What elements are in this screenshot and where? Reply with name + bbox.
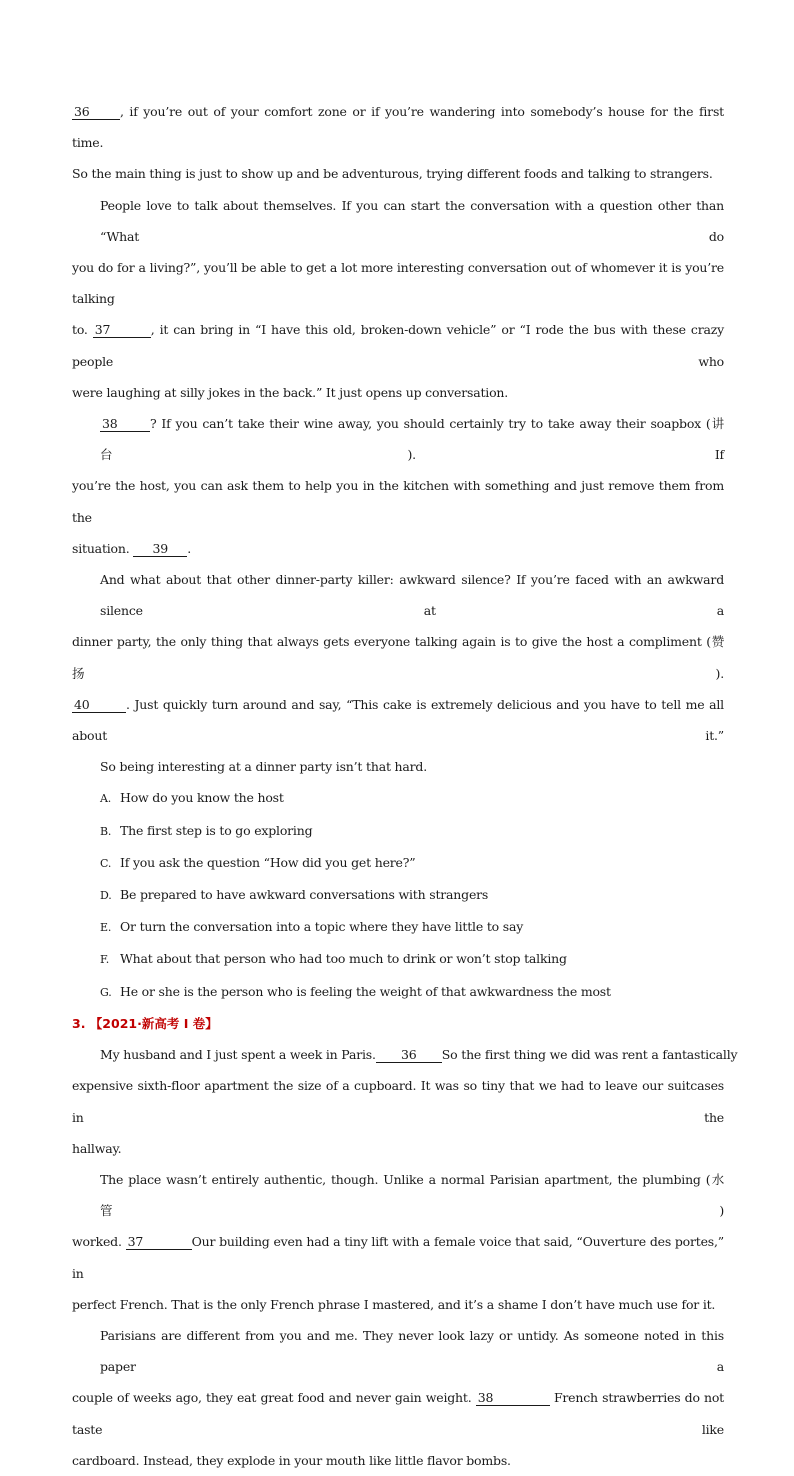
answer-blank-37[interactable]: 37 [93, 323, 151, 338]
paragraph-line: were laughing at silly jokes in the back.” It just opens up conversation. [72, 384, 509, 400]
paragraph-line: 38 ? If you can’t take their wine away, you should certainly try to take away their soapbox (讲台). If [100, 416, 724, 463]
option-item[interactable]: C. If you ask the question “How did you get here?” [100, 854, 416, 870]
answer-blank-40[interactable]: 40 [72, 698, 126, 713]
paragraph-line: situation. 39 . [72, 540, 192, 556]
paragraph-line: 36 , if you’re out of your comfort zone or if you’re wandering into somebody’s house for the first time. [72, 104, 724, 151]
paragraph-line: to. 37 , it can bring in “I have this old, broken-down vehicle” or “I rode the bus with these crazy people who [72, 322, 724, 369]
answer-blank-s3-38[interactable]: 38 [476, 1391, 550, 1406]
paragraph-line: dinner party, the only thing that always gets everyone talking again is to give the host a compliment (赞扬). [72, 634, 724, 681]
paragraph-line: The place wasn’t entirely authentic, though. Unlike a normal Parisian apartment, the plumbing (水 管) [100, 1171, 724, 1219]
paragraph-line: expensive sixth-floor apartment the size of a cupboard. It was so tiny that we had to leave our suitcases in the [72, 1078, 724, 1125]
paragraph-line: And what about that other dinner-party killer: awkward silence? If you’re faced with an awkward silence at a [100, 572, 724, 619]
paragraph-line: So the main thing is just to show up and be adventurous, trying different foods and talking to strangers. [72, 166, 713, 182]
answer-blank-39[interactable]: 39 [133, 542, 187, 557]
paragraph-line: People love to talk about themselves. If you can start the conversation with a question other than “What do [100, 197, 724, 244]
paragraph-line: you do for a living?”, you’ll be able to get a lot more interesting conversation out of whomever it is you’re talking [72, 260, 724, 307]
paragraph-line: perfect French. That is the only French phrase I mastered, and it’s a shame I don’t have much use for it. [72, 1296, 716, 1312]
answer-blank-36[interactable]: 36 [72, 105, 120, 120]
paragraph-line: So being interesting at a dinner party isn’t that hard. [100, 759, 428, 775]
paragraph-line: worked. 37 Our building even had a tiny lift with a female voice that said, “Ouverture des portes,” in [72, 1234, 724, 1281]
paragraph-line: couple of weeks ago, they eat great food and never gain weight. 38 French strawberries do not taste like [72, 1390, 724, 1437]
option-item[interactable]: B. The first step is to go exploring [100, 822, 313, 838]
paragraph-line: cardboard. Instead, they explode in your mouth like little flavor bombs. [72, 1452, 511, 1468]
answer-blank-s3-37[interactable]: 37 [126, 1235, 192, 1250]
answer-blank-s3-36[interactable]: 36 [376, 1048, 442, 1063]
paragraph-line: My husband and I just spent a week in Paris. 36 So the first thing we did was rent a fantastically [100, 1047, 738, 1063]
option-item[interactable]: G. He or she is the person who is feeling the weight of that awkwardness the most [100, 983, 611, 999]
option-item[interactable]: A. How do you know the host [100, 790, 284, 806]
option-item[interactable]: F. What about that person who had too much to drink or won’t stop talking [100, 951, 567, 967]
option-item[interactable]: D. Be prepared to have awkward conversations with strangers [100, 887, 489, 903]
section-heading: 3. 【2021·新高考 I 卷】 [72, 1015, 218, 1031]
paragraph-line: you’re the host, you can ask them to help you in the kitchen with something and just remove them from the [72, 478, 724, 525]
paragraph-line: 40 . Just quickly turn around and say, “This cake is extremely delicious and you have to tell me all about it.” [72, 696, 724, 744]
option-item[interactable]: E. Or turn the conversation into a topic where they have little to say [100, 919, 524, 935]
document-page [72, 96, 738, 1476]
answer-blank-38[interactable]: 38 [100, 417, 150, 432]
paragraph-line: hallway. [72, 1140, 122, 1156]
paragraph-line: Parisians are different from you and me. They never look lazy or untidy. As someone noted in this paper a [100, 1327, 724, 1375]
